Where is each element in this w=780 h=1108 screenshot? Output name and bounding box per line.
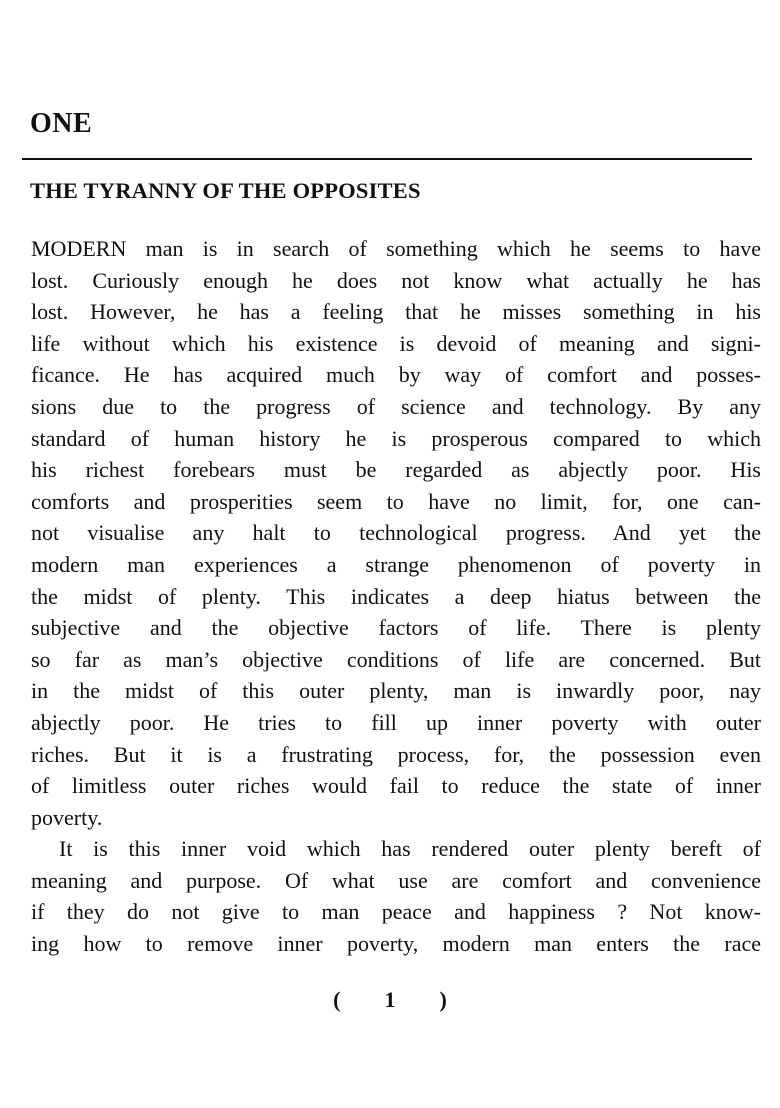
text-line: It is this inner void which has rendered outer plenty bereft of: [59, 836, 761, 862]
page-number-close-paren: ): [439, 987, 447, 1012]
text-line: in the midst of this outer plenty, man is inwardly poor, nay: [31, 678, 761, 704]
heading-rule: [22, 158, 752, 160]
text-line: lost. Curiously enough he does not know what actually he has: [31, 267, 761, 293]
page-number-open-paren: (: [333, 987, 341, 1012]
text-line: MODERN man is in search of something which he seems to have: [31, 236, 761, 261]
text-line: abjectly poor. He tries to fill up inner poverty with outer: [31, 709, 761, 735]
text-line: subjective and the objective factors of life. There is plenty: [31, 615, 761, 641]
text-line: not visualise any halt to technological progress. And yet the: [31, 520, 761, 546]
text-line: life without which his existence is devoid of meaning and signi-: [31, 330, 761, 356]
text-line: standard of human history he is prosperous compared to which: [31, 425, 761, 451]
text-line: comforts and prosperities seem to have no limit, for, one can-: [31, 488, 761, 514]
text-line: poverty.: [31, 804, 103, 830]
text-line: ficance. He has acquired much by way of comfort and posses-: [31, 362, 761, 388]
text-line: sions due to the progress of science and technology. By any: [31, 393, 761, 419]
text-line: so far as man’s objective conditions of life are concerned. But: [31, 646, 761, 672]
chapter-title: THE TYRANNY OF THE OPPOSITES: [30, 178, 421, 203]
text-line: his richest forebears must be regarded as abjectly poor. His: [31, 457, 761, 483]
text-line: modern man experiences a strange phenomenon of poverty in: [31, 551, 761, 577]
text-line: ing how to remove inner poverty, modern man enters the race: [31, 931, 761, 957]
text-line: lost. However, he has a feeling that he misses something in his: [31, 299, 761, 325]
page-number: [0, 987, 780, 1013]
text-line: the midst of plenty. This indicates a deep hiatus between the: [31, 583, 761, 609]
text-line: meaning and purpose. Of what use are comfort and convenience: [31, 867, 761, 893]
chapter-label: ONE: [30, 108, 93, 139]
page-number-value: 1: [384, 987, 396, 1012]
text-line: riches. But it is a frustrating process, for, the possession even: [31, 741, 761, 767]
paragraph-1: [31, 233, 761, 833]
text-line: if they do not give to man peace and happiness ? Not know-: [31, 899, 761, 925]
body-text: [31, 233, 761, 960]
text-line: of limitless outer riches would fail to reduce the state of inner: [31, 773, 761, 799]
paragraph-2: [31, 833, 761, 959]
